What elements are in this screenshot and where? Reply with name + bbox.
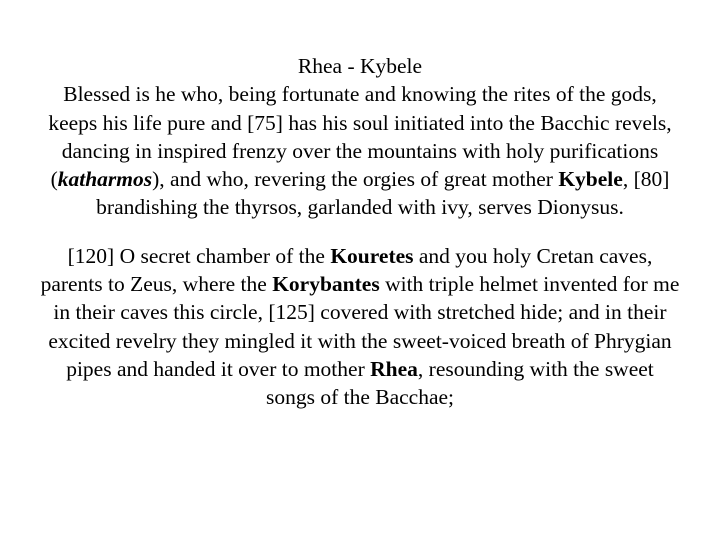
p1-text-b: ), and who, revering the orgies of great mother bbox=[152, 167, 559, 192]
slide-title: Rhea - Kybele bbox=[297, 54, 423, 78]
p2-text-c: with triple helmet invented for me in their caves this circle, [125] covered with stretched hide; and in their excited revelry they mingled it with the sweet-voiced breath of Phrygian pipes and handed it over to mother bbox=[48, 272, 680, 381]
p2-text-b: and you holy Cretan caves, parents to Zeus, where the bbox=[40, 243, 653, 297]
p1-text-c: , [80] brandishing the thyrsos, garlanded with ivy, serves Dionysus. bbox=[96, 167, 670, 220]
term-rhea: Rhea bbox=[370, 356, 418, 381]
term-korybantes: Korybantes bbox=[272, 272, 380, 297]
slide-content bbox=[40, 52, 680, 412]
paragraph-gap bbox=[40, 222, 680, 242]
paragraph-secret-chamber bbox=[40, 242, 680, 412]
p2-text-d: , resounding with the sweet songs of the Bacchae; bbox=[265, 356, 654, 410]
term-kouretes: Kouretes bbox=[330, 243, 414, 268]
p2-text-a: [120] O secret chamber of the bbox=[67, 243, 331, 268]
p1-text-a: Blessed is he who, being fortunate and knowing the rites of the gods, keeps his life pure and [75] has his soul initiated into the Bacchic revels, dancing in inspired frenzy over the mountains with holy purifications ( bbox=[48, 82, 672, 192]
paragraph-blessed bbox=[40, 80, 680, 221]
term-kybele: Kybele bbox=[558, 167, 623, 192]
term-katharmos: katharmos bbox=[57, 167, 153, 192]
